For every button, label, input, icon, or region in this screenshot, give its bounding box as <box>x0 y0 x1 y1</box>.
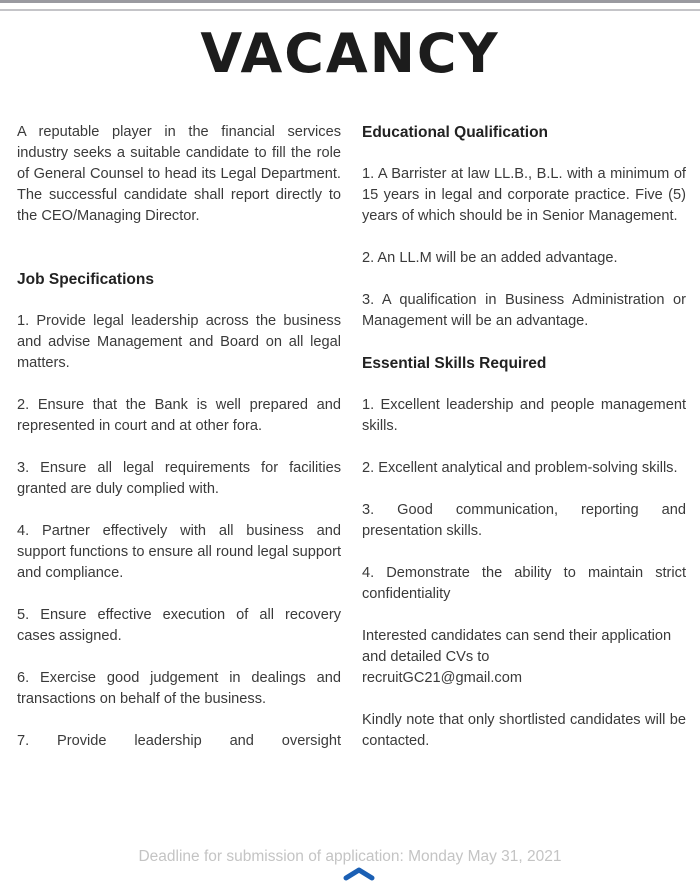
educational-qualification-heading: Educational Qualification <box>362 124 549 141</box>
skill-item: 3. Good communication, reporting and presentation skills. <box>362 502 686 539</box>
job-spec-item: 1. Provide legal leadership across the business and advise Management and Board on all legal matters. <box>17 313 341 371</box>
application-text: Interested candidates can send their application and detailed CVs to <box>362 628 672 665</box>
top-divider <box>0 9 700 11</box>
page-title: VACANCY <box>200 22 500 85</box>
essential-skills-heading: Essential Skills Required <box>362 355 547 372</box>
left-column <box>17 122 341 773</box>
application-instructions <box>362 626 686 689</box>
job-spec-item: 4. Partner effectively with all business and support functions to ensure all round legal support and compliance. <box>17 523 341 581</box>
skill-item: 1. Excellent leadership and people management skills. <box>362 397 686 434</box>
education-item: 3. A qualification in Business Administration or Management will be an advantage. <box>362 292 686 329</box>
job-spec-item: 2. Ensure that the Bank is well prepared and represented in court and at other fora. <box>17 397 341 434</box>
job-specifications-heading: Job Specifications <box>17 271 154 288</box>
top-border <box>0 0 700 3</box>
job-spec-item: 3. Ensure all legal requirements for facilities granted are duly complied with. <box>17 460 341 497</box>
job-spec-item: 5. Ensure effective execution of all recovery cases assigned. <box>17 607 341 644</box>
right-column <box>362 122 686 773</box>
job-spec-item: 6. Exercise good judgement in dealings and transactions on behalf of the business. <box>17 670 341 707</box>
chevron-up-icon[interactable] <box>342 866 376 882</box>
application-email[interactable]: recruitGC21@gmail.com <box>362 670 522 686</box>
education-item: 2. An LL.M will be an added advantage. <box>362 250 618 266</box>
skill-item: 4. Demonstrate the ability to maintain strict confidentiality <box>362 565 686 602</box>
intro-paragraph: A reputable player in the financial services industry seeks a suitable candidate to fill the role of General Counsel to head its Legal Department. The successful candidate shall report directly to the CEO/Managing Director. <box>17 124 341 224</box>
education-item: 1. A Barrister at law LL.B., B.L. with a minimum of 15 years in legal and corporate practice. Five (5) years of which should be in Senior Management. <box>362 166 686 224</box>
shortlist-note: Kindly note that only shortlisted candidates will be contacted. <box>362 712 686 749</box>
job-spec-item: 7. Provide leadership and oversight <box>17 733 341 749</box>
deadline-text: Deadline for submission of application: Monday May 31, 2021 <box>138 848 562 865</box>
skill-item: 2. Excellent analytical and problem-solving skills. <box>362 460 678 476</box>
